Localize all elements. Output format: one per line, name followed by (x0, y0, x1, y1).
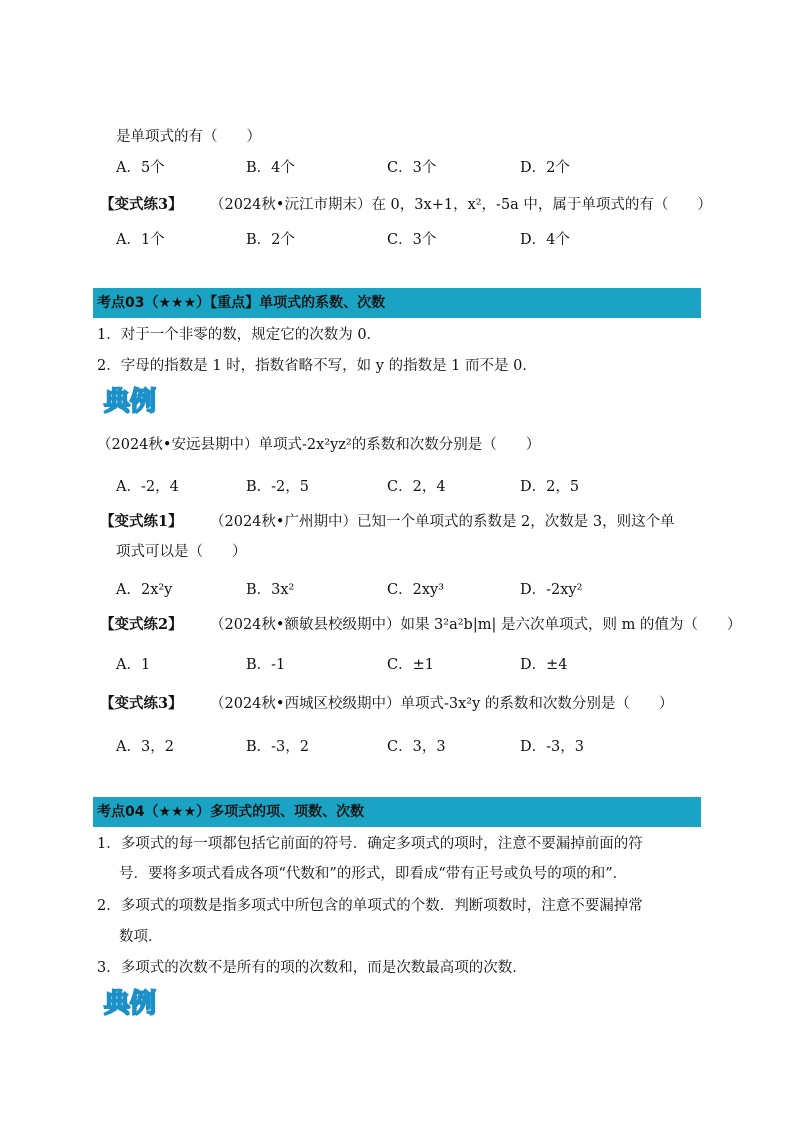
example-badge-label: 典例 (103, 989, 157, 1019)
option-b: B．-2，5 (246, 479, 310, 495)
variant-stem-cont: 项式可以是（ ） (116, 544, 247, 560)
option-a: A．1 (116, 657, 151, 673)
point-2-cont: 数项． (119, 929, 163, 945)
option-d: D．2，5 (520, 479, 580, 495)
option-a: A．1个 (116, 232, 165, 248)
option-a: A．-2，4 (116, 479, 179, 495)
point-1: 1．多项式的每一项都包括它前面的符号．确定多项式的项时，注意不要漏掉前面的符 (97, 836, 643, 852)
variant-stem: （2024秋•额敏县校级期中）如果 3²a²b|m| 是六次单项式，则 m 的值为（ ） (210, 617, 742, 633)
option-b: B．-1 (246, 657, 286, 673)
option-a: A．3，2 (116, 739, 174, 755)
option-b: B．2个 (246, 232, 295, 248)
variant-stem: （2024秋•广州期中）已知一个单项式的系数是 2，次数是 3，则这个单 (210, 514, 675, 530)
option-c: C．2xy³ (387, 582, 445, 598)
example-badge-icon (95, 384, 165, 418)
point-2: 2．多项式的项数是指多项式中所包含的单项式的个数．判断项数时，注意不要漏掉常 (97, 898, 643, 914)
point-1: 1．对于一个非零的数，规定它的次数为 0． (97, 327, 382, 343)
example-stem: （2024秋•安远县期中）单项式-2x²yz²的系数和次数分别是（ ） (97, 437, 541, 453)
variant-stem: （2024秋•沅江市期末）在 0，3x+1，x²，-5a 中，属于单项式的有（ ） (210, 197, 712, 213)
variant-stem: （2024秋•西城区校级期中）单项式-3x²y 的系数和次数分别是（ ） (210, 696, 674, 712)
variant-tag: 【变式练1】 (100, 513, 183, 530)
option-a: A．5个 (116, 160, 165, 176)
section-header-03: 考点03（★★★）【重点】单项式的系数、次数 (93, 288, 701, 318)
variant-tag: 【变式练3】 (100, 196, 183, 213)
variant-tag: 【变式练2】 (100, 616, 183, 633)
option-b: B．-3，2 (246, 739, 310, 755)
question-stem-continuation: 是单项式的有（ ） (116, 129, 261, 145)
option-b: B．3x² (246, 582, 295, 598)
example-badge-icon (95, 986, 165, 1020)
option-c: C．2，4 (387, 479, 446, 495)
option-c: C．±1 (387, 657, 434, 673)
section-header-04: 考点04（★★★）多项式的项、项数、次数 (93, 797, 701, 827)
point-1-cont: 号．要将多项式看成各项“代数和”的形式，即看成“带有正号或负号的项的和”． (119, 866, 628, 882)
option-d: D．2个 (520, 160, 570, 176)
option-c: C．3个 (387, 232, 437, 248)
point-2: 2．字母的指数是 1 时，指数省略不写，如 y 的指数是 1 而不是 0． (97, 358, 537, 374)
option-a: A．2x²y (116, 582, 173, 598)
option-d: D．-3，3 (520, 739, 584, 755)
option-c: C．3，3 (387, 739, 446, 755)
option-d: D．-2xy² (520, 582, 583, 598)
example-badge-label: 典例 (103, 387, 157, 417)
option-d: D．4个 (520, 232, 570, 248)
option-d: D．±4 (520, 657, 568, 673)
variant-tag: 【变式练3】 (100, 695, 183, 712)
option-c: C．3个 (387, 160, 437, 176)
point-3: 3．多项式的次数不是所有的项的次数和，而是次数最高项的次数． (97, 960, 527, 976)
option-b: B．4个 (246, 160, 295, 176)
